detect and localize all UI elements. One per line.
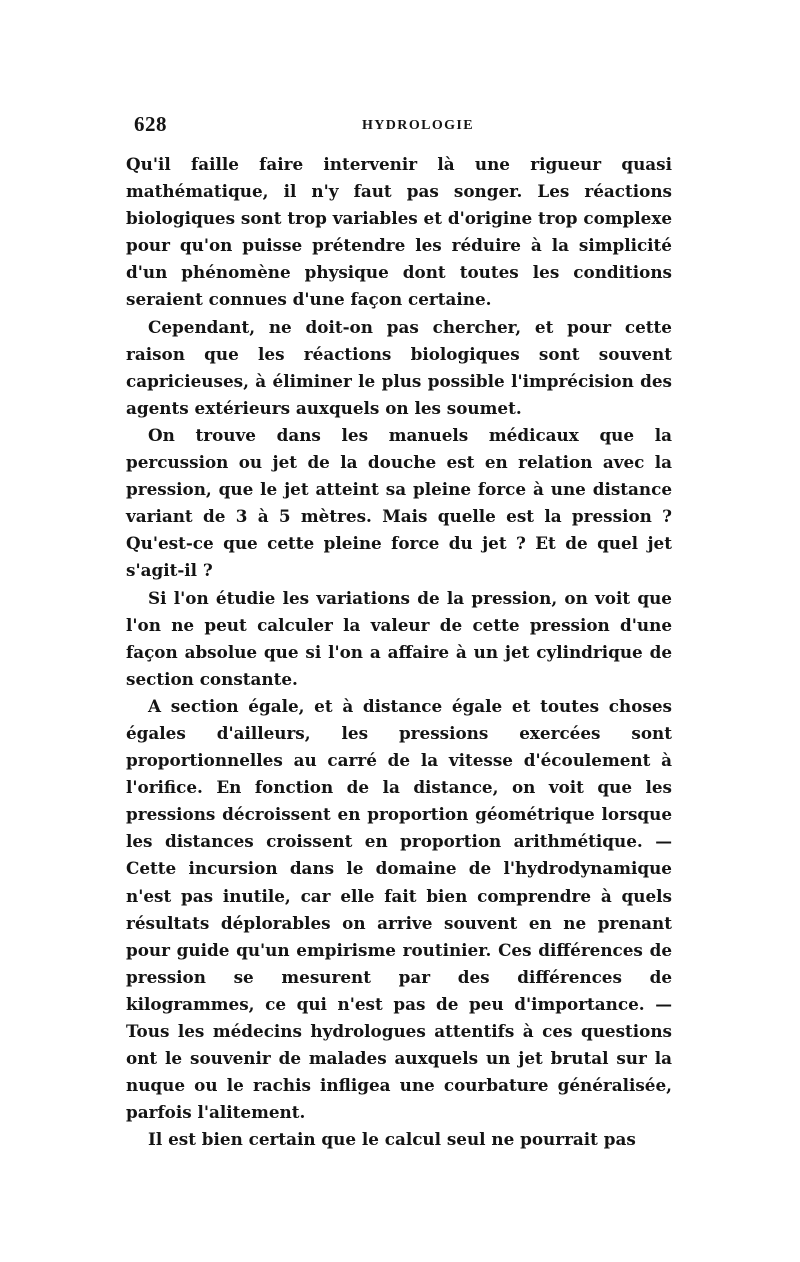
paragraph-2: Cependant, ne doit-on pas chercher, et pour cette raison que les réactions biologiques sont souvent capricieuses, à éliminer le plus possible l'imprécision des agents extérieurs auxquels on les soumet. — [126, 316, 672, 418]
paragraph-3: On trouve dans les manuels médicaux que la percussion ou jet de la douche est en relation avec la pression, que le jet atteint sa pleine force à une distance variant de 3 à 5 mètres. Mais quelle est la pression ? Qu'est-ce que cette pleine force du jet ? Et de quel jet s'agit-il ? — [126, 424, 672, 581]
paragraph-6: Il est bien certain que le calcul seul ne pourrait pas — [148, 1129, 636, 1150]
body-text — [126, 151, 672, 1153]
running-title: HYDROLOGIE — [362, 118, 475, 133]
running-head — [132, 112, 674, 142]
page-number: 628 — [134, 112, 167, 136]
paragraph-1: Qu'il faille faire intervenir là une rigueur quasi mathématique, il n'y faut pas songer. Les réactions biologiques sont trop variables et d'origine trop complexe pour qu'on puisse prétendre les réduire à la simplicité d'un phénomène physique dont toutes les conditions seraient connues d'une façon certaine. — [126, 154, 672, 310]
paragraph-4: Si l'on étudie les variations de la pression, on voit que l'on ne peut calculer la valeur de cette pression d'une façon absolue que si l'on a affaire à un jet cylindrique de section constante. — [126, 587, 672, 689]
paragraph-5: A section égale, et à distance égale et toutes choses égales d'ailleurs, les pressions exercées sont proportionnelles au carré de la vitesse d'écoulement à l'orifice. En fonction de la distance, on voit que les pressions décroissent en proportion géométrique lorsque les distances croissent en proportion arithmétique. — Cette incursion dans le domaine de l'hydrodynamique n'est pas inutile, car elle fait bien comprendre à quels résultats déplorables on arrive souvent en ne prenant pour guide qu'un empirisme routinier. Ces différences de pression se mesurent par des différences de kilogrammes, ce qui n'est pas de peu d'importance. — Tous les médecins hydrologues attentifs à ces questions ont le souvenir de malades auxquels un jet brutal sur la nuque ou le rachis infligea une courbature généralisée, parfois l'alitement. — [126, 695, 672, 1123]
